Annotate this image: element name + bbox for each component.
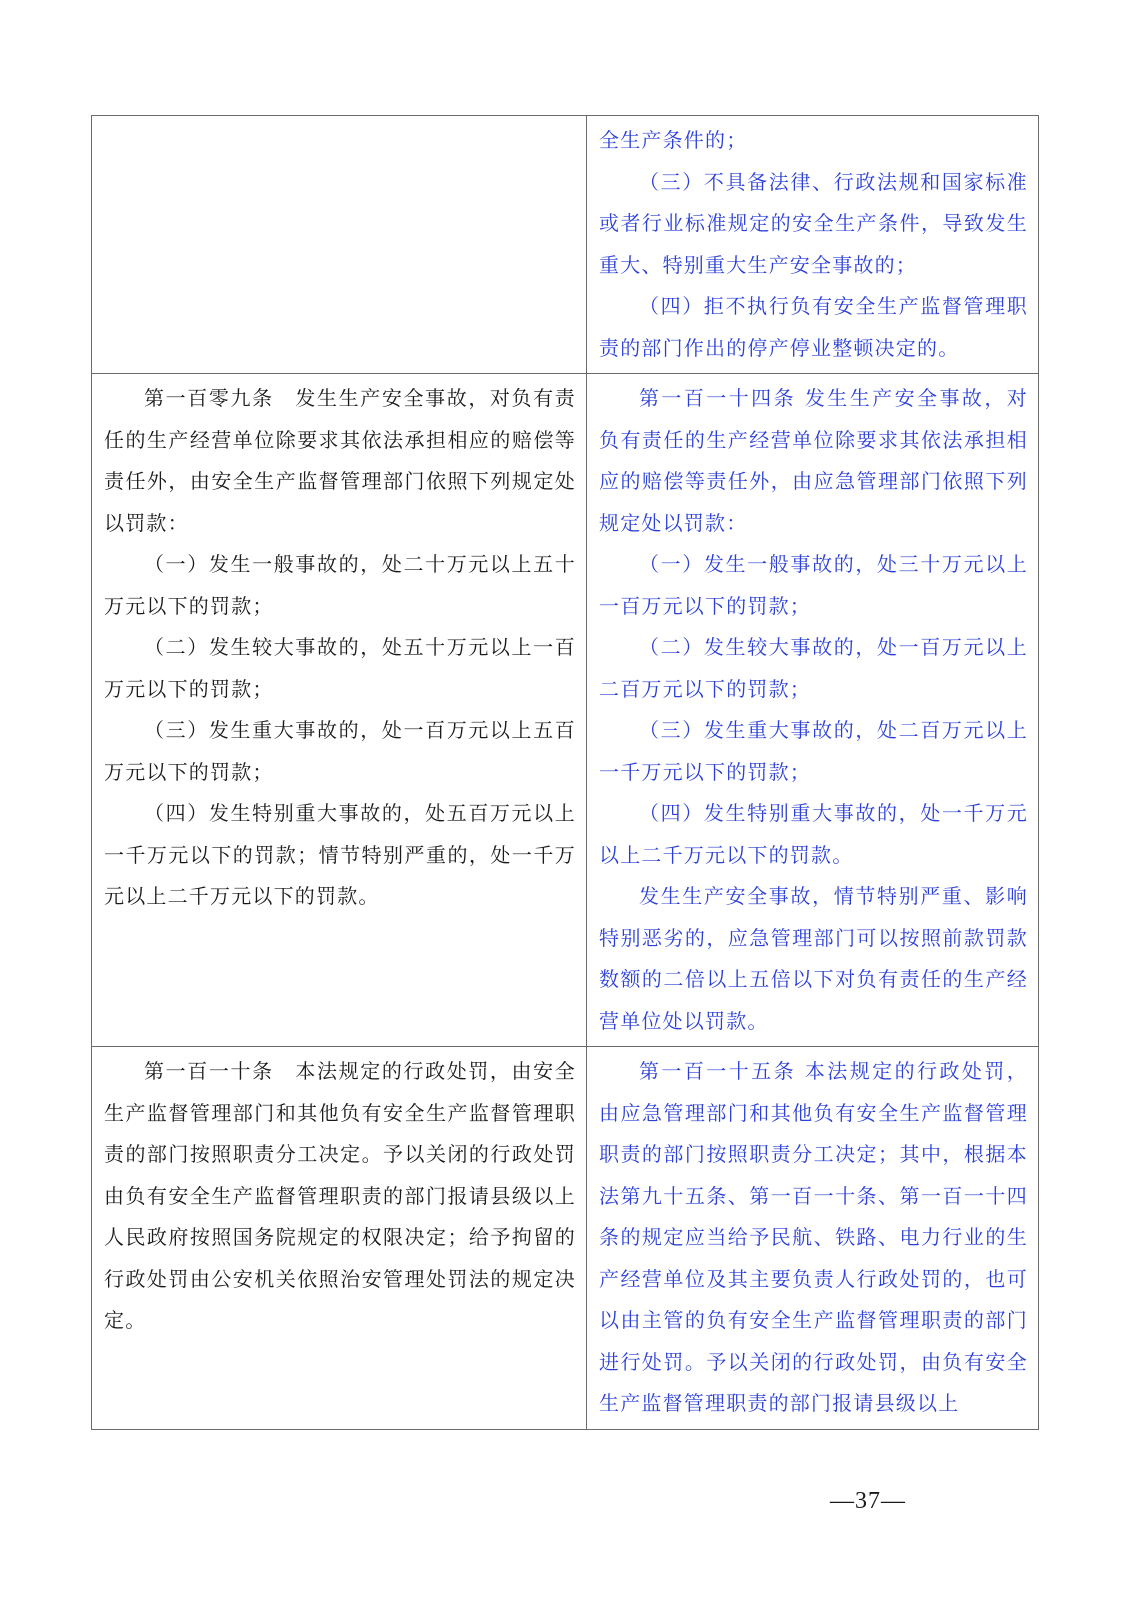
table-row	[92, 374, 1039, 1047]
old-text-cell	[92, 116, 587, 374]
paragraph: （二）发生较大事故的，处五十万元以上一百万元以下的罚款；	[104, 635, 576, 701]
article-115-heading-paragraph: 第一百一十五条 本法规定的行政处罚，由应急管理部门和其他负有安全生产监督管理职责的部门按照职责分工决定；其中，根据本法第九十五条、第一百一十条、第一百一十四条的规定应当给予民航、铁路、电力行业的生产经营单位及其主要负责人行政处罚的，也可以由主管的负有安全生产监督管理职责的部门进行处罚。予以关闭的行政处罚，由负有安全生产监督管理职责的部门报请县级以上	[599, 1059, 1028, 1415]
paragraph: （二）发生较大事故的，处一百万元以上二百万元以下的罚款；	[599, 635, 1028, 701]
paragraph: （一）发生一般事故的，处二十万元以上五十万元以下的罚款；	[104, 552, 576, 618]
article-114-heading-paragraph: 第一百一十四条 发生生产安全事故，对负有责任的生产经营单位除要求其依法承担相应的赔偿等责任外，由应急管理部门依照下列规定处以罚款：	[599, 386, 1028, 535]
paragraph: （三）发生重大事故的，处二百万元以上一千万元以下的罚款；	[599, 718, 1028, 784]
paragraph: （四）发生特别重大事故的，处一千万元以上二千万元以下的罚款。	[599, 801, 1028, 867]
paragraph: 发生生产安全事故，情节特别严重、影响特别恶劣的，应急管理部门可以按照前款罚款数额的二倍以上五倍以下对负有责任的生产经营单位处以罚款。	[599, 884, 1028, 1033]
paragraph: （三）发生重大事故的，处一百万元以上五百万元以下的罚款；	[104, 718, 576, 784]
table-row	[92, 1047, 1039, 1430]
paragraph: （四）发生特别重大事故的，处五百万元以上一千万元以下的罚款；情节特别严重的，处一千万元以上二千万元以下的罚款。	[104, 801, 576, 908]
old-text-cell	[92, 1047, 587, 1430]
new-text-cell	[587, 374, 1039, 1047]
page-number: —37—	[830, 1488, 906, 1514]
paragraph: （三）不具备法律、行政法规和国家标准或者行业标准规定的安全生产条件，导致发生重大、特别重大生产安全事故的；	[599, 169, 1028, 277]
new-text-cell	[587, 1047, 1039, 1430]
comparison-table	[91, 115, 1039, 1430]
paragraph: 全生产条件的；	[599, 128, 748, 152]
article-109-heading-paragraph: 第一百零九条 发生生产安全事故，对负有责任的生产经营单位除要求其依法承担相应的赔偿等责任外，由安全生产监督管理部门依照下列规定处以罚款：	[104, 386, 576, 535]
table-row	[92, 116, 1039, 374]
paragraph: （四）拒不执行负有安全生产监督管理职责的部门作出的停产停业整顿决定的。	[599, 294, 1028, 360]
new-text-cell	[587, 116, 1039, 374]
article-110-heading-paragraph: 第一百一十条 本法规定的行政处罚，由安全生产监督管理部门和其他负有安全生产监督管理职责的部门按照职责分工决定。予以关闭的行政处罚由负有安全生产监督管理职责的部门报请县级以上人民政府按照国务院规定的权限决定；给予拘留的行政处罚由公安机关依照治安管理处罚法的规定决定。	[104, 1059, 576, 1332]
paragraph: （一）发生一般事故的，处三十万元以上一百万元以下的罚款；	[599, 552, 1028, 618]
old-text-cell	[92, 374, 587, 1047]
